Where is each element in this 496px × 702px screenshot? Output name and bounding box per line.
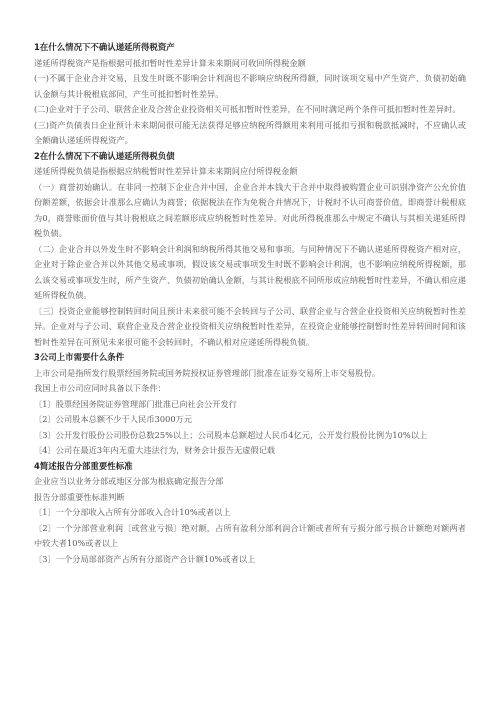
document-body xyxy=(34,40,466,567)
section-heading: 1在什么情况下不确认递延所得税资产 xyxy=(34,42,175,52)
list-item: 〔3〕一个分局部部资产占所有分部资产合计额10%或者以上 xyxy=(34,553,256,564)
list-item: 〔1〕股票经国务院证券管理部门批准已向社会公开发行 xyxy=(34,398,237,409)
paragraph: 我国上市公司应同时具备以下条件： xyxy=(34,383,166,393)
paragraph: 报告分部重要性标准判断 xyxy=(34,491,125,502)
list-item: 〔4〕公司在最近3年内无重大违法行为，财务会计报告无虚假记载 xyxy=(34,445,276,455)
paragraph: 递延所得税资产是指根据可抵扣暂时性差异计算未来期间可收回所得税金额 xyxy=(34,57,306,68)
paragraph: (二)企业对于子公司、联营企业及合营企业投资相关可抵扣暂时性差异，在不同时满足两个条件可抵扣暂时性差异时。 xyxy=(34,104,461,114)
section-heading: 3公司上市需要什么条件 xyxy=(34,352,125,362)
list-item: 〔1〕一个分部收入占所有分部收入合计10%或者以上 xyxy=(34,507,231,517)
list-item: 〔2〕一个分部营业利润〔或营业亏损〕绝对额，占所有盈利分部利润合计额或者所有亏损分部亏损合计额绝对额两者中较大者10%或者以上 xyxy=(34,522,466,548)
paragraph: 〔三〕投资企业能够控制转回时间且预计未来很可能不会转回与子公司、联营企业与合营企业投资相关应纳税暂时性差异。企业对与子公司、联营企业及合营企业投资相关应纳税暂时性差异，在投资企业能够控制暂时性差异转回时间和该暂时性差异在可预见未来很可能不会转回时，不确认相对应递延所得税负债。 xyxy=(34,305,466,347)
paragraph: 递延所得税负债是指根据应纳税暂时性差异计算未来期间应付所得税金额 xyxy=(34,166,298,176)
list-item: 〔3〕公开发行股份公司股份总数25%以上；公司股本总额超过人民币4亿元，公开发行股份比例为10%以上 xyxy=(34,429,428,440)
paragraph: 企业应当以业务分部或地区分部为根底确定报告分部 xyxy=(34,476,224,486)
section-heading: 4简述报告分部重要性标准 xyxy=(34,460,133,471)
paragraph: （一）商誉初始确认。在非同一控制下企业合并中国，企业合并本钱大于合并中取得被购置企业可识别净资产公允价值份额差额，依据会计准那么应确认为商誉；依据税法在作为免税合并情况下，计税时不认可商誉价值，即商誉计税根底为0，商誉账面价值与其计税根底之间差额形成应纳税暂时性差异。对此所得税准那么中规定不确认与其相关递延所得税负债。 xyxy=(34,181,466,238)
list-item: 〔2〕公司股本总额不少于人民币3000万元 xyxy=(34,414,193,424)
paragraph: (三)资产负债表日企业预计未来期间很可能无法获得足够应纳税所得额用来利用可抵扣亏损和税款抵减时，不应确认或全额确认递延所得税资产。 xyxy=(34,119,466,145)
paragraph: （二）企业合并以外发生时不影响会计利润和纳税所得其他交易和事项。与同种情况下不确认递延所得税资产相对应，企业对于除企业合并以外其他交易或事项，假设该交易或事项发生时既不影响会计利润，也不影响应纳税所得税额，那么该交易或事项发生时，所产生资产、负债初始确认金额，与其计税根底不同所形成应纳税暂时性差异，不确认相应递延所得税负债。 xyxy=(34,243,466,300)
paragraph: 上市公司是指所发行股票经国务院或国务院授权证券管理部门批准在证券交易所上市交易股份。 xyxy=(34,367,380,378)
section-heading: 2在什么情况下不确认递延所得税负债 xyxy=(34,150,175,161)
paragraph: (一)不属于企业合并交易，且发生时既不影响会计利润也不影响应纳税所得额，同时该项交易中产生资产、负债初始确认金额与其计税根底部同，产生可抵扣暂时性差异。 xyxy=(34,73,466,99)
